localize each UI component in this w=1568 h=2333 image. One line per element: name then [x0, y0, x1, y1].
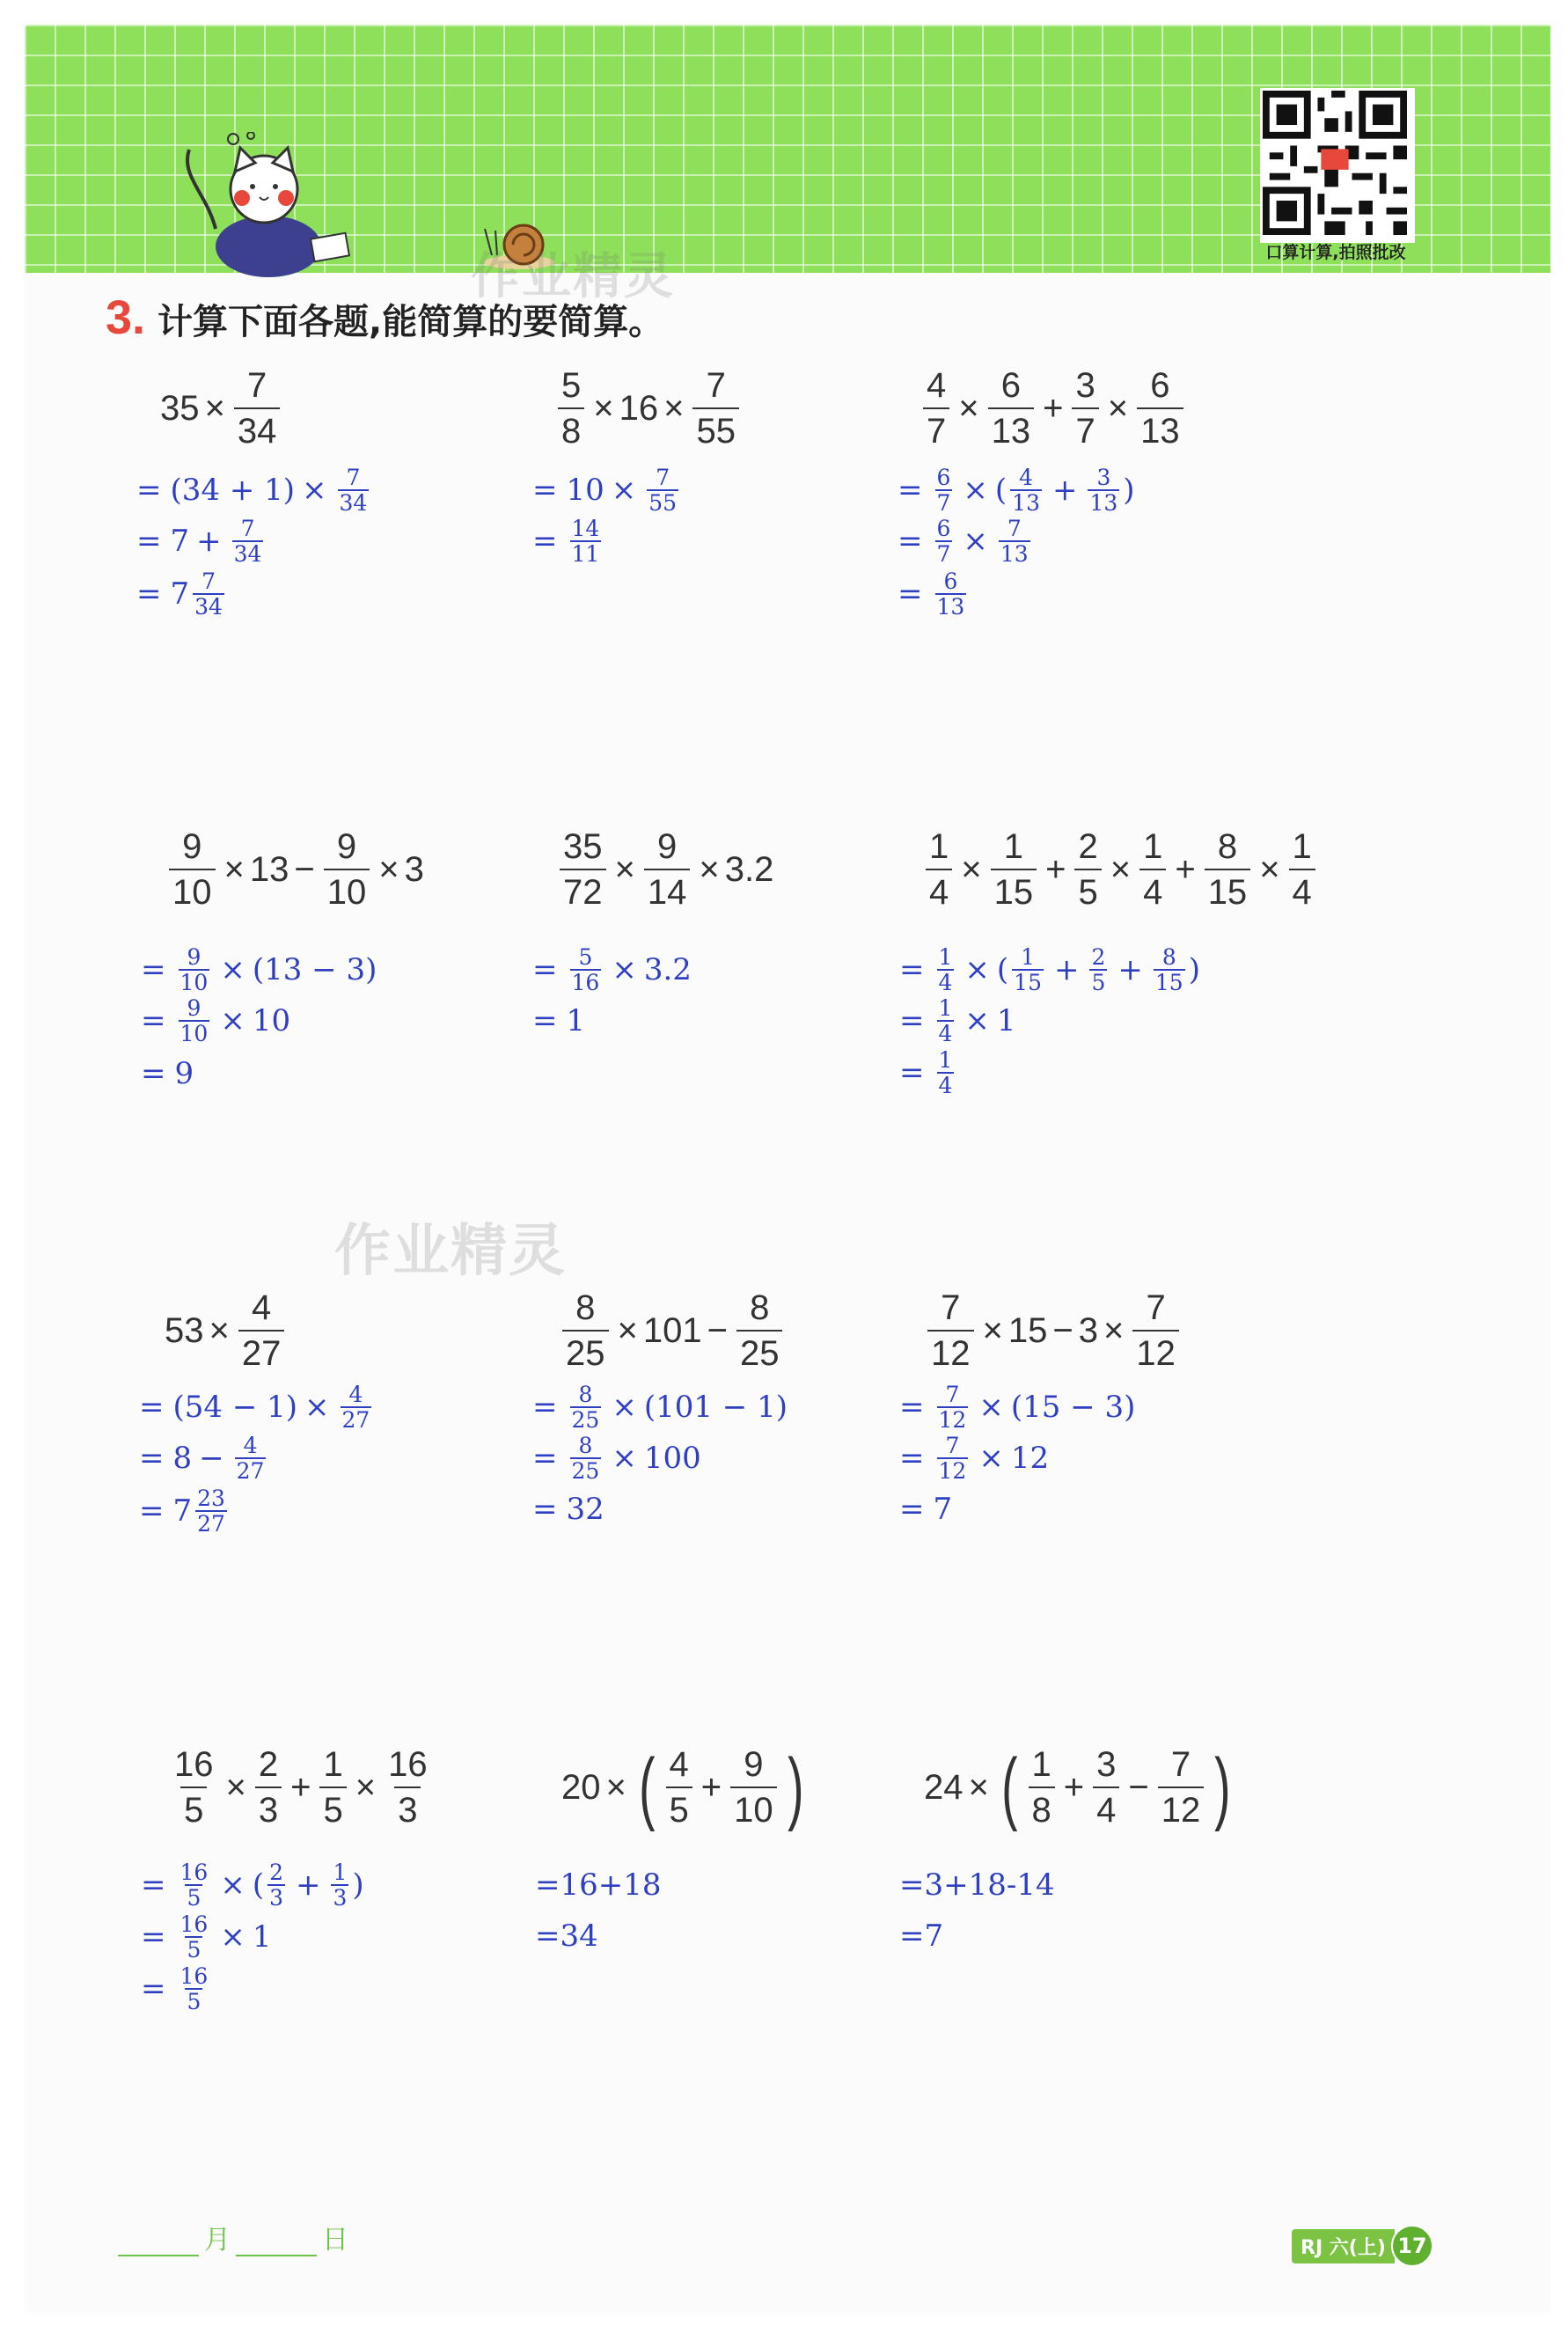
problem-9-step-2: = $\frac{7}{12}$ × 12 — [899, 1433, 1050, 1484]
cat-mascot-icon — [180, 132, 383, 282]
problem-4-step-2: = $\frac{9}{10}$ × 10 — [141, 995, 291, 1046]
watermark: 作业精灵 — [471, 248, 675, 305]
fraction: $\frac{7}{34}$ — [234, 368, 281, 449]
problem-8-step-1: = $\frac{8}{25}$ × (101 − 1) — [532, 1382, 788, 1433]
problem-9-step-3: = 7 — [899, 1492, 953, 1527]
problem-10-step-1: = $\frac{16}{5}$ × ( $\frac{2}{3}$ + $\frac{1}{3}$ ) — [141, 1860, 364, 1911]
problem-6-step-3: = $\frac{1}{4}$ — [899, 1047, 953, 1098]
month-blank[interactable] — [118, 2228, 199, 2256]
problem-3-step-1: = $\frac{6}{7}$ × ( $\frac{4}{13}$ + $\frac{3}{13}$ ) — [898, 465, 1135, 516]
problem-6-step-2: = $\frac{1}{4}$ × 1 — [899, 995, 1016, 1046]
problem-12-step-2: =7 — [899, 1918, 944, 1954]
problem-12-question: 24 × ( $\frac{1}{8}$ + $\frac{3}{4}$ − $\frac{7}{12}$ ) — [924, 1742, 1231, 1832]
problem-4-question: $\frac{9}{10}$ × 13 − $\frac{9}{10}$ × 3 — [165, 829, 424, 910]
problem-7-question: 53 × $\frac{4}{27}$ — [165, 1290, 288, 1371]
page-footer-tag — [1292, 2225, 1433, 2267]
problem-8-step-3: = 32 — [532, 1492, 604, 1527]
section-instruction: 计算下面各题,能简算的要简算。 — [158, 302, 664, 342]
problem-1-step-1: = (34 + 1) × $\frac{7}{34}$ — [136, 465, 368, 516]
problem-7-step-3: = 7 $\frac{23}{27}$ — [139, 1486, 225, 1537]
qr-caption: 口算计算,拍照批改 — [1265, 243, 1406, 262]
problem-10-step-3: = $\frac{16}{5}$ — [141, 1963, 209, 2014]
problem-10-step-2: = $\frac{16}{5}$ × 1 — [141, 1911, 272, 1963]
section-heading — [106, 290, 663, 345]
problem-6-question: $\frac{1}{4}$ × $\frac{1}{15}$ + $\frac{2}{5}$ × $\frac{1}{4}$ + $\frac{8}{15}$ × $\frac{1}{4}$ — [922, 829, 1319, 910]
problem-10-question: $\frac{16}{5}$ × $\frac{2}{3}$ + $\frac{1}{5}$ × $\frac{16}{3}$ — [174, 1745, 428, 1830]
page-number: 17 — [1391, 2225, 1433, 2267]
problem-3-step-2: = $\frac{6}{7}$ × $\frac{7}{13}$ — [898, 516, 1029, 567]
problem-9-step-1: = $\frac{7}{12}$ × (15 − 3) — [899, 1382, 1136, 1433]
problem-11-step-2: =34 — [535, 1918, 598, 1954]
problem-3-step-3: = $\frac{6}{13}$ — [898, 569, 965, 620]
problem-7-step-1: = (54 − 1) × $\frac{4}{27}$ — [139, 1382, 370, 1433]
month-label: 月 — [204, 2225, 231, 2256]
problem-2-step-1: = 10 × $\frac{7}{55}$ — [532, 465, 678, 516]
problem-9-question: $\frac{7}{12}$ × 15 − 3 × $\frac{7}{12}$ — [924, 1290, 1183, 1371]
problem-8-step-2: = $\frac{8}{25}$ × 100 — [532, 1433, 701, 1484]
edition-badge: RJ 六(上) — [1292, 2229, 1395, 2263]
qr-code-icon — [1263, 91, 1407, 235]
problem-2-question: $\frac{5}{8}$ × 16 × $\frac{7}{55}$ — [554, 368, 743, 449]
problem-1-step-2: = 7 + $\frac{7}{34}$ — [136, 516, 262, 567]
problem-12-step-1: =3+18-14 — [899, 1867, 1055, 1903]
qr-code[interactable] — [1260, 88, 1415, 243]
section-number: 3. — [106, 291, 146, 344]
problem-11-step-1: =16+18 — [535, 1867, 662, 1903]
problem-1-step-3: = 7 $\frac{7}{34}$ — [136, 569, 223, 620]
problem-8-question: $\frac{8}{25}$ × 101 − $\frac{8}{25}$ — [559, 1290, 786, 1371]
problem-5-question: $\frac{35}{72}$ × $\frac{9}{14}$ × 3.2 — [556, 829, 773, 910]
problem-11-question: 20 × ( $\frac{4}{5}$ + $\frac{9}{10}$ ) — [561, 1742, 804, 1832]
problem-4-step-3: = 9 — [141, 1056, 194, 1091]
problem-3-question: $\frac{4}{7}$ × $\frac{6}{13}$ + $\frac{3}{7}$ × $\frac{6}{13}$ — [920, 368, 1187, 449]
problem-1-question: 35 × $\frac{7}{34}$ — [160, 368, 283, 449]
day-label: 日 — [322, 2225, 348, 2256]
problem-2-step-2: = $\frac{14}{11}$ — [532, 516, 600, 567]
watermark: 作业精灵 — [334, 1219, 567, 1284]
problem-5-step-1: = $\frac{5}{16}$ × 3.2 — [532, 944, 692, 995]
day-blank[interactable] — [236, 2228, 317, 2256]
date-field — [113, 2218, 348, 2256]
problem-6-step-1: = $\frac{1}{4}$ × ( $\frac{1}{15}$ + $\frac{2}{5}$ + $\frac{8}{15}$ ) — [899, 944, 1200, 995]
problem-7-step-2: = 8 − $\frac{4}{27}$ — [139, 1433, 265, 1484]
problem-5-step-2: = 1 — [532, 1003, 586, 1038]
problem-4-step-1: = $\frac{9}{10}$ × (13 − 3) — [141, 944, 377, 995]
